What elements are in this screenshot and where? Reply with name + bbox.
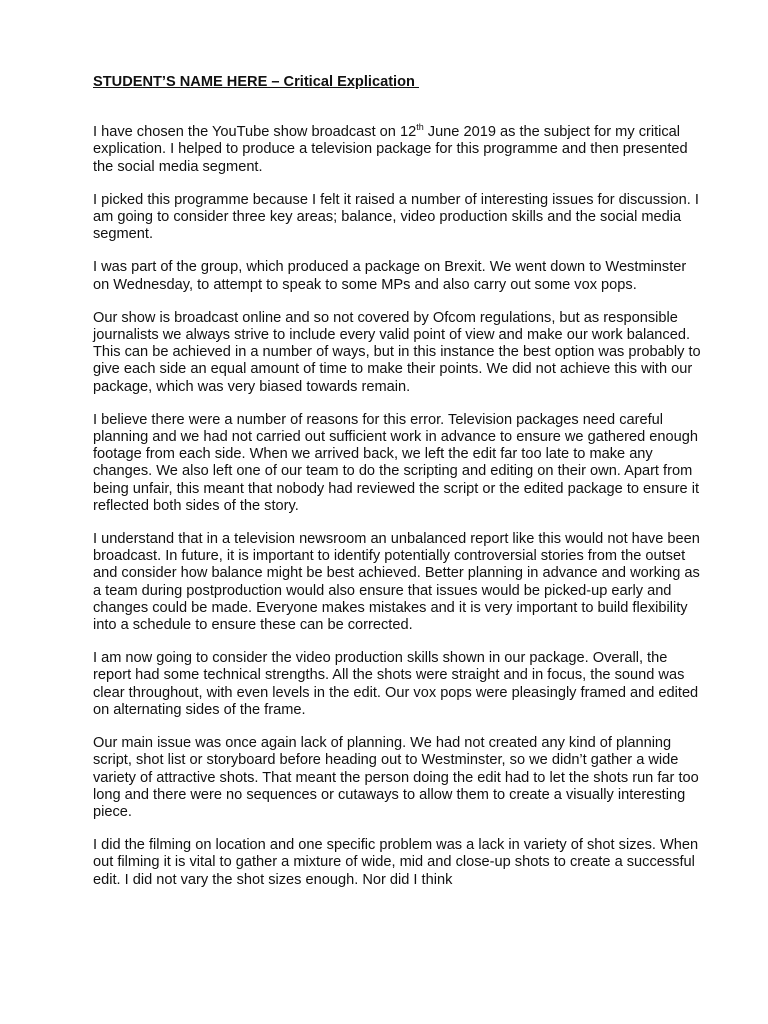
body-paragraph-2: I was part of the group, which produced a package on Brexit. We went down to Westminster on Wednesday, to attempt to speak to some MPs and also carry out some vox pops. bbox=[93, 259, 687, 293]
body-paragraph-1: I picked this programme because I felt it raised a number of interesting issues for discussion. I am going to consider three key areas; balance, video production skills and the social media segment. bbox=[93, 191, 699, 243]
document-title: STUDENT’S NAME HERE – Critical Explication bbox=[93, 74, 419, 90]
intro-paragraph bbox=[93, 124, 705, 176]
intro-text-start: I have chosen the YouTube show broadcast on 12 bbox=[93, 124, 417, 141]
document-body bbox=[93, 74, 705, 905]
date-ordinal-suffix: th bbox=[416, 122, 424, 133]
body-paragraph-4: I believe there were a number of reasons for this error. Television packages need careful planning and we had not carried out sufficient work in advance to ensure we gathered enough footage from each side. When we arrived back, we left the edit far too late to make any changes. We also left one of our team to do the scripting and editing on their own. Apart from being unfair, this meant that nobody had reviewed the script or the edited package to ensure it reflected both sides of the story. bbox=[93, 411, 700, 514]
body-paragraph-7: Our main issue was once again lack of planning. We had not created any kind of planning script, shot list or storyboard before heading out to Westminster, so we didn’t gather a wide variety of attractive shots. That meant the person doing the edit had to let the shots run far too long and there were no sequences or cutaways to allow them to create a visually interesting piece. bbox=[93, 735, 699, 820]
body-paragraph-8: I did the filming on location and one specific problem was a lack in variety of shot sizes. When out filming it is vital to gather a mixture of wide, mid and close-up shots to create a successful edit. I did not vary the shot sizes enough. Nor did I think bbox=[93, 837, 699, 888]
body-paragraph-6: I am now going to consider the video production skills shown in our package. Overall, the report had some technical strengths. All the shots were straight and in focus, the sound was clear throughout, with even levels in the edit. Our vox pops were pleasingly framed and edited on alternating sides of the frame. bbox=[93, 650, 699, 718]
body-paragraph-5: I understand that in a television newsroom an unbalanced report like this would not have been broadcast. In future, it is important to identify potentially controversial stories from the outset and consider how balance might be best achieved. Better planning in advance and working as a team during postproduction would also ensure that issues would be picked-up early and changes could be made. Everyone makes mistakes and it is very important to build flexibility into a schedule to ensure these can be corrected. bbox=[93, 531, 700, 634]
intro-text-end: June 2019 as the subject for my critical explication. I helped to produce a television package for this programme and then presented the social media segment. bbox=[93, 124, 688, 175]
body-paragraph-3: Our show is broadcast online and so not covered by Ofcom regulations, but as responsible journalists we always strive to include every valid point of view and make our work balanced. This can be achieved in a number of ways, but in this instance the best option was probably to give each side an equal amount of time to make their points. We did not achieve this with our package, which was very biased towards remain. bbox=[93, 309, 701, 395]
